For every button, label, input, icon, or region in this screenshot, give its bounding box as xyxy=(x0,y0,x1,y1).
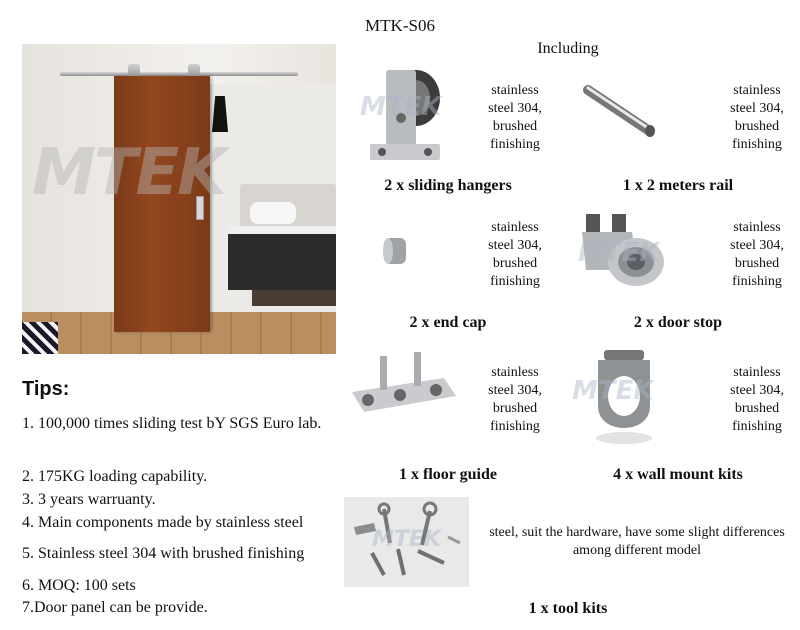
photo-bed-base xyxy=(252,290,336,306)
product-code-title: MTK-S06 xyxy=(365,16,435,35)
product-desc: stainless steel 304, brushed finishing xyxy=(488,220,542,289)
including-heading: Including xyxy=(537,40,599,57)
barn-door-photo xyxy=(22,44,336,354)
product-watermark: MTEK xyxy=(578,238,660,268)
tool-kit-icon xyxy=(344,497,469,587)
product-label: 2 x sliding hangers xyxy=(384,177,512,194)
product-desc: stainless steel 304, brushed finishing xyxy=(730,83,784,152)
product-watermark: MTEK xyxy=(372,527,441,552)
tip-item: 3. 3 years warruanty. xyxy=(22,491,156,508)
product-watermark: MTEK xyxy=(572,376,654,406)
product-label: 2 x end cap xyxy=(409,314,487,331)
product-label: 1 x 2 meters rail xyxy=(622,177,734,194)
tips-heading: Tips: xyxy=(22,378,70,400)
product-label: 1 x tool kits xyxy=(528,600,608,617)
product-desc: stainless steel 304, brushed finishing xyxy=(730,365,784,434)
floor-guide-icon xyxy=(344,350,462,422)
photo-bed xyxy=(228,234,336,290)
photo-rug xyxy=(22,322,58,354)
product-label: 2 x door stop xyxy=(633,314,723,331)
rail-icon xyxy=(580,80,660,140)
photo-pillow xyxy=(250,202,296,224)
tip-item: 1. 100,000 times sliding test bY SGS Euro lab. xyxy=(22,415,322,432)
tip-item: 5. Stainless steel 304 with brushed finishing xyxy=(22,545,305,562)
product-label: 4 x wall mount kits xyxy=(613,466,743,483)
product-desc: stainless steel 304, brushed finishing xyxy=(488,83,542,152)
product-label: 1 x floor guide xyxy=(399,466,497,483)
tip-item: 7.Door panel can be provide. xyxy=(22,599,208,616)
product-watermark: MTEK xyxy=(360,92,442,122)
end-cap-icon xyxy=(376,230,416,270)
product-desc: stainless steel 304, brushed finishing xyxy=(730,220,784,289)
tip-item: 6. MOQ: 100 sets xyxy=(22,577,136,594)
tool-kit-desc: steel, suit the hardware, have some slight differences among different model xyxy=(489,525,785,558)
tip-item: 2. 175KG loading capability. xyxy=(22,468,208,485)
watermark-logo: MTEK xyxy=(32,136,225,210)
product-desc: stainless steel 304, brushed finishing xyxy=(488,365,542,434)
tip-item: 4. Main components made by stainless steel xyxy=(22,514,304,531)
